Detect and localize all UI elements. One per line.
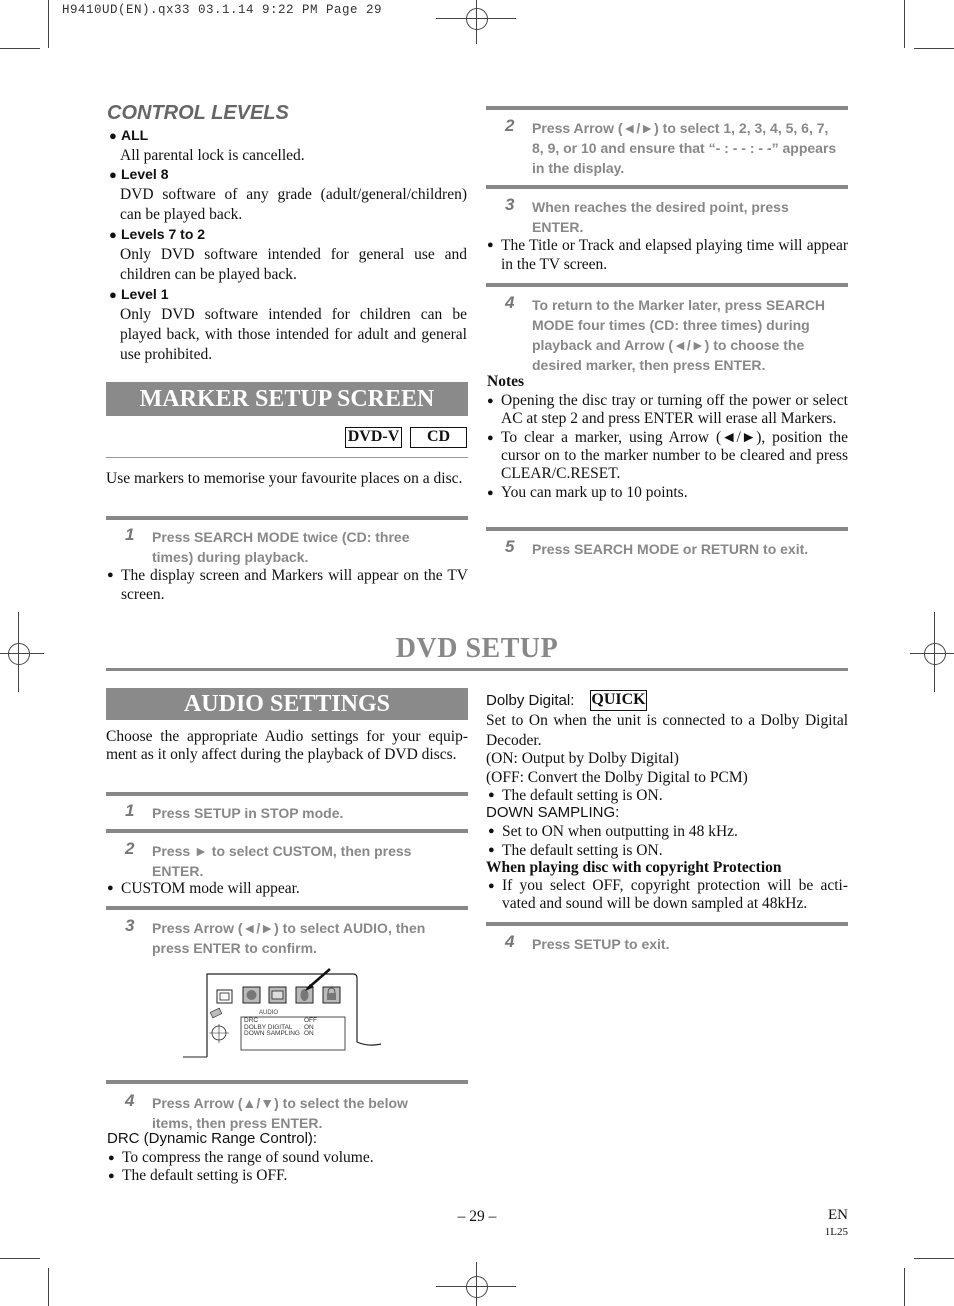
note-item: ● Opening the disc tray or turning off the power or select AC at step 2 and press ENTER will erase all Markers. — [487, 392, 848, 427]
marker-intro: Use markers to memorise your favourite places on a disc. — [106, 470, 463, 487]
tv-screen-drawing — [183, 962, 383, 1060]
dolby-on: (ON: Output by Dolby Digital) — [486, 750, 679, 767]
doc-code: 1L25 — [824, 1226, 848, 1238]
step-text: Press SETUP in STOP mode. — [152, 805, 344, 821]
step-number: 3 — [125, 916, 135, 935]
level-item: ● Levels 7 to 2 — [109, 226, 206, 242]
step-text: Press SETUP to exit. — [532, 936, 670, 952]
step-bar — [486, 106, 848, 110]
crop-mark — [0, 48, 40, 49]
step-text: Press Arrow (▲/▼) to select the below items, then press ENTER. — [152, 1095, 408, 1131]
down-bullet: ● Set to ON when outputting in 48 kHz. — [488, 823, 738, 840]
level-item: ● Level 8 — [109, 166, 169, 182]
step-number: 1 — [125, 801, 135, 820]
control-levels-heading: CONTROL LEVELS — [107, 102, 289, 124]
crop-mark — [914, 1258, 954, 1259]
control-levels-list — [107, 126, 467, 365]
osd-values — [304, 1018, 317, 1038]
note-item: ● To clear a marker, using Arrow (◄/►), position the cursor on to the marker number to be cleared and press CLEAR/C.RESET. — [487, 429, 848, 482]
audio-intro: Choose the appropriate Audio settings for your equip-ment as it only affect during the playback of DVD discs. — [106, 728, 468, 763]
copyright-bullet: ● If you select OFF, copyright protection will be acti-vated and sound will be down sampled at 48kHz. — [488, 877, 848, 912]
dolby-label: Dolby Digital: — [486, 692, 575, 709]
file-header: H9410UD(EN).qx33 03.1.14 9:22 PM Page 29 — [62, 3, 383, 17]
step-number: 2 — [125, 839, 135, 858]
crop-mark — [904, 0, 905, 48]
step-bullet: ● The display screen and Markers will appear on the TV screen. — [107, 567, 468, 603]
down-sampling-label: DOWN SAMPLING: — [486, 804, 620, 821]
step-bar — [106, 906, 468, 910]
copyright-title: When playing disc with copyright Protection — [486, 859, 782, 876]
level-desc: DVD software of any grade (adult/general/children) can be played back. — [120, 186, 467, 223]
level-desc: All parental lock is cancelled. — [120, 147, 305, 164]
down-bullet: ● The default setting is ON. — [488, 842, 663, 859]
step-bar — [486, 527, 848, 531]
step-text: Press Arrow (◄/►) to select 1, 2, 3, 4, 5, 6, 7, 8, 9, or 10 and ensure that “- : - - : - -” appears in the display. — [532, 120, 837, 176]
quick-tag: QUICK — [590, 690, 647, 711]
dolby-off: (OFF: Convert the Dolby Digital to PCM) — [486, 769, 748, 786]
step-text: Press SEARCH MODE twice (CD: three times) during playback. — [152, 529, 410, 565]
step-number: 3 — [505, 195, 515, 214]
step-number: 5 — [505, 537, 515, 556]
notes-list — [487, 392, 848, 502]
step-bar — [486, 283, 848, 287]
step-text: Press SEARCH MODE or RETURN to exit. — [532, 541, 809, 557]
step-number: 2 — [505, 116, 515, 135]
osd-title: AUDIO — [259, 1010, 279, 1016]
step-bullet: ● The Title or Track and elapsed playing time will appear in the TV screen. — [487, 237, 848, 273]
step-bar — [486, 922, 848, 926]
dvd-setup-title: DVD SETUP — [395, 633, 559, 664]
step-bar — [106, 829, 468, 833]
cd-tag: CD — [410, 427, 467, 448]
step-number: 1 — [125, 525, 135, 544]
step-text: Press ► to select CUSTOM, then press ENTER. — [152, 843, 412, 879]
step-number: 4 — [505, 293, 515, 312]
osd-row-label: DOLBY DIGITAL — [244, 1023, 293, 1031]
step-bar — [486, 185, 848, 189]
note-item: ● You can mark up to 10 points. — [487, 484, 688, 501]
step-text: Press Arrow (◄/►) to select AUDIO, then press ENTER to confirm. — [152, 920, 426, 956]
step-number: 4 — [125, 1091, 135, 1110]
page-number: – 29 – — [457, 1208, 497, 1225]
drc-label: DRC (Dynamic Range Control): — [107, 1130, 318, 1147]
audio-settings-banner: AUDIO SETTINGS — [106, 688, 468, 720]
audio-osd-illustration — [183, 962, 383, 1060]
level-desc: Only DVD software intended for general use and children can be played back. — [120, 246, 467, 283]
osd-labels — [244, 1018, 300, 1038]
dvd-v-tag: DVD-V — [345, 427, 402, 448]
divider — [106, 457, 468, 458]
crop-mark — [0, 1258, 40, 1259]
step-bar — [106, 1080, 468, 1084]
dvd-setup-rule — [106, 668, 848, 671]
step-bar — [106, 516, 468, 520]
level-item: ● Level 1 — [109, 286, 169, 302]
notes-title: Notes — [487, 373, 525, 390]
crop-mark — [48, 0, 49, 48]
step-number: 4 — [505, 932, 515, 951]
osd-row-label: DRC — [244, 1017, 259, 1024]
step-text: To return to the Marker later, press SEARCH MODE four times (CD: three times) during playback and Arrow (◄/►) to choose the desired marker, then press ENTER. — [532, 297, 826, 373]
osd-row-value: ON — [304, 1023, 314, 1031]
level-desc: Only DVD software intended for children can be played back, with those intended for adult and general use prohibited. — [120, 306, 467, 363]
crop-mark — [904, 1268, 905, 1306]
drc-bullet: ● To compress the range of sound volume. — [108, 1149, 374, 1166]
drc-bullet: ● The default setting is OFF. — [108, 1167, 288, 1184]
step-bar — [106, 792, 468, 796]
osd-row-value: ON — [304, 1030, 314, 1037]
step-bullet: ● CUSTOM mode will appear. — [107, 880, 300, 897]
crop-mark — [48, 1268, 49, 1306]
crop-mark — [914, 48, 954, 49]
marker-setup-banner: MARKER SETUP SCREEN — [106, 382, 468, 416]
level-item: ● ALL — [109, 127, 149, 143]
dolby-bullet: ● The default setting is ON. — [488, 787, 663, 804]
osd-row-label: DOWN SAMPLING — [244, 1030, 300, 1037]
osd-row-value: OFF — [304, 1017, 317, 1024]
language-code: EN — [828, 1207, 848, 1223]
dolby-desc: Set to On when the unit is connected to a Dolby Digital Decoder. — [486, 712, 848, 749]
step-text: When reaches the desired point, press ENTER. — [532, 199, 789, 235]
